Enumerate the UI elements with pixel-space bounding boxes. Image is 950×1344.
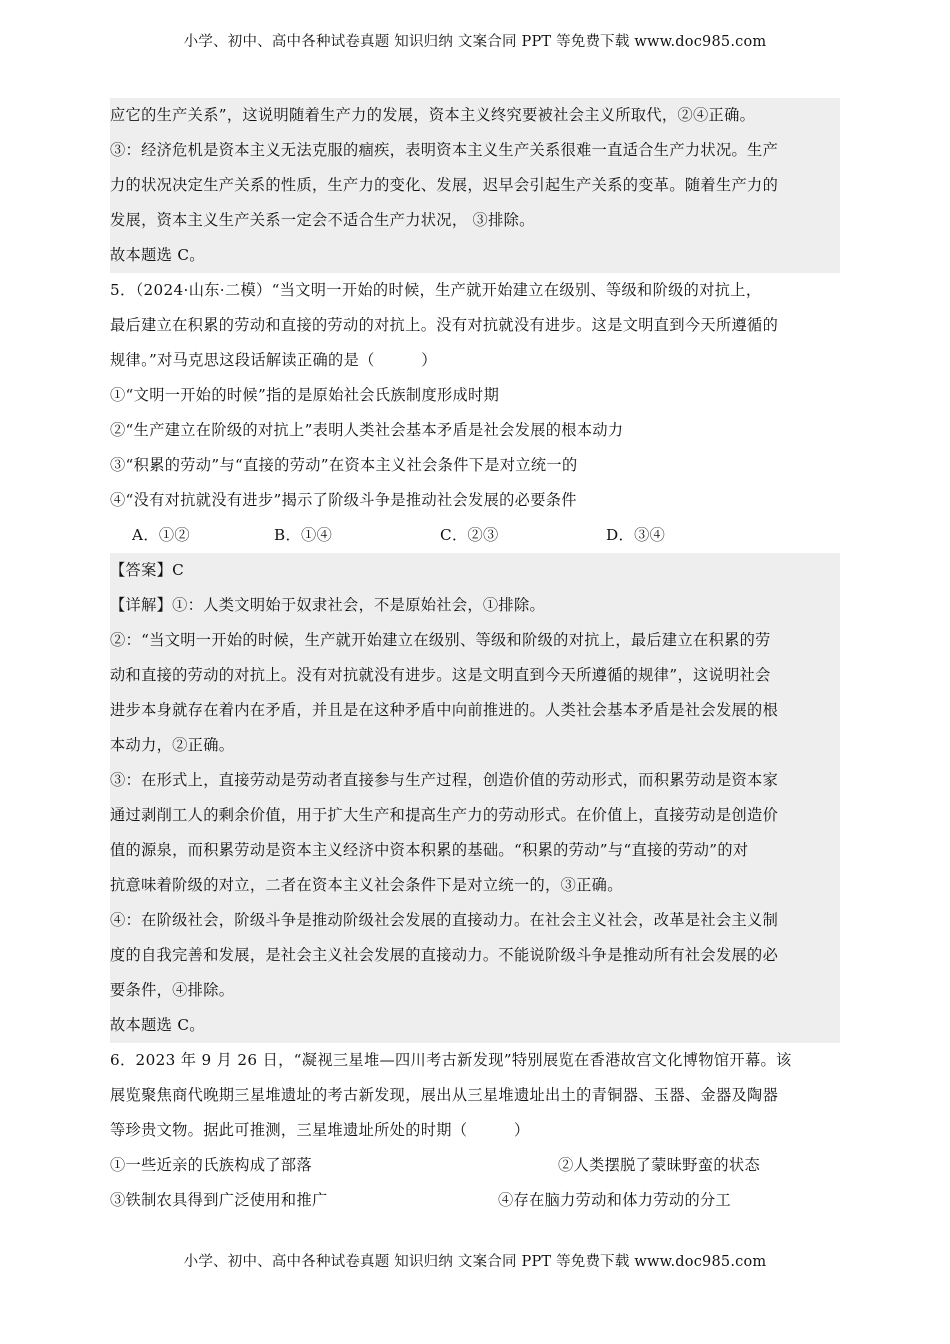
analysis-conclusion: 故本题选 C。 [110,1016,205,1034]
detail-line: 【详解】①：人类文明始于奴隶社会，不是原始社会，①排除。 [110,596,546,614]
statement-4: ④“没有对抗就没有进步”揭示了阶级斗争是推动社会发展的必要条件 [110,491,577,509]
statement-2: ②“生产建立在阶级的对抗上”表明人类社会基本矛盾是社会发展的根本动力 [110,421,624,439]
detail-line: 本动力，②正确。 [110,736,235,754]
previous-question-analysis [110,98,840,273]
question-stem-line: 等珍贵文物。据此可推测，三星堆遗址所处的时期（ ） [110,1121,530,1139]
page-footer: 小学、初中、高中各种试卷真题 知识归纳 文案合同 PPT 等免费下载 www.doc985.com [183,1254,767,1270]
statement-2: ②人类摆脱了蒙昧野蛮的状态 [558,1156,760,1174]
detail-line: 动和直接的劳动的对抗上。没有对抗就没有进步。这是文明直到今天所遵循的规律”，这说明社会 [110,666,771,684]
detail-line: ③：在形式上，直接劳动是劳动者直接参与生产过程，创造价值的劳动形式，而积累劳动是资本家 [110,771,779,789]
detail-line: 抗意味着阶级的对立，二者在资本主义社会条件下是对立统一的，③正确。 [110,876,623,894]
answer-options [110,518,840,553]
statement-3: ③“积累的劳动”与“直接的劳动”在资本主义社会条件下是对立统一的 [110,456,578,474]
analysis-line: 发展，资本主义生产关系一定会不适合生产力状况， ③排除。 [110,211,535,229]
question-5 [110,273,840,553]
detail-line: 要条件，④排除。 [110,981,235,999]
question-5-analysis [110,553,840,1043]
statement-4: ④存在脑力劳动和体力劳动的分工 [498,1191,732,1209]
statement-3: ③铁制农具得到广泛使用和推广 [110,1191,328,1209]
detail-line: 值的源泉，而积累劳动是资本主义经济中资本积累的基础。“积累的劳动”与“直接的劳动”的对 [110,841,749,859]
detail-line: ②：“当文明一开始的时候，生产就开始建立在级别、等级和阶级的对抗上，最后建立在积累的劳 [110,631,771,649]
question-6 [110,1043,840,1218]
page-header: 小学、初中、高中各种试卷真题 知识归纳 文案合同 PPT 等免费下载 www.doc985.com [183,34,767,50]
analysis-conclusion: 故本题选 C。 [110,246,205,264]
detail-line: ④：在阶级社会，阶级斗争是推动阶级社会发展的直接动力。在社会主义社会，改革是社会主义制 [110,911,779,929]
detail-line: 度的自我完善和发展，是社会主义社会发展的直接动力。不能说阶级斗争是推动所有社会发展的必 [110,946,779,964]
analysis-line: ③：经济危机是资本主义无法克服的痼疾，表明资本主义生产关系很难一直适合生产力状况。生产 [110,141,779,159]
question-stem-line: 规律。”对马克思这段话解读正确的是（ ） [110,351,437,369]
detail-line: 进步本身就存在着内在矛盾，并且是在这种矛盾中向前推进的。人类社会基本矛盾是社会发展的根 [110,701,779,719]
statement-row [110,1148,840,1183]
option-a: A．①② [132,526,190,544]
option-d: D．③④ [606,526,666,544]
answer-label: 【答案】C [110,561,185,579]
analysis-line: 力的状况决定生产关系的性质，生产力的变化、发展，迟早会引起生产关系的变革。随着生产力的 [110,176,779,194]
option-c: C．②③ [440,526,499,544]
analysis-line: 应它的生产关系”，这说明随着生产力的发展，资本主义终究要被社会主义所取代，②④正确。 [110,106,756,124]
detail-line: 通过剥削工人的剩余价值，用于扩大生产和提高生产力的劳动形式。在价值上，直接劳动是创造价 [110,806,779,824]
question-stem-line: 5．（2024·山东·二模）“当文明一开始的时候，生产就开始建立在级别、等级和阶级的对抗上， [110,281,762,299]
question-stem-line: 6．2023 年 9 月 26 日，“凝视三星堆—四川考古新发现”特别展览在香港故宫文化博物馆开幕。该 [110,1051,792,1069]
question-stem-line: 展览聚焦商代晚期三星堆遗址的考古新发现，展出从三星堆遗址出土的青铜器、玉器、金器及陶器 [110,1086,779,1104]
statement-1: ①一些近亲的氏族构成了部落 [110,1156,312,1174]
statement-1: ①“文明一开始的时候”指的是原始社会氏族制度形成时期 [110,386,500,404]
statement-row [110,1183,840,1218]
question-stem-line: 最后建立在积累的劳动和直接的劳动的对抗上。没有对抗就没有进步。这是文明直到今天所遵循的 [110,316,779,334]
option-b: B．①④ [274,526,333,544]
document-body [110,98,840,1218]
